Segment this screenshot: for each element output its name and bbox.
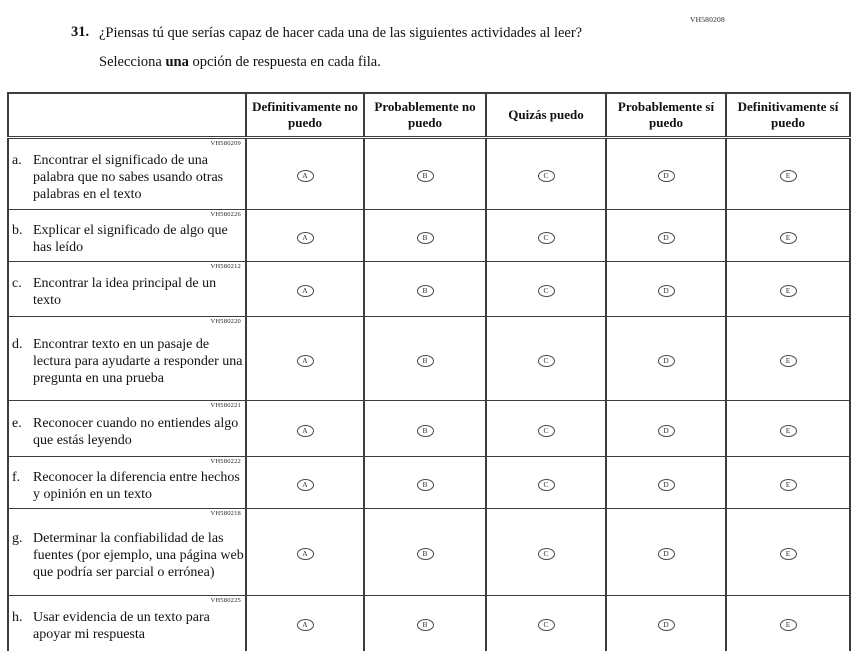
response-bubble-c[interactable]: C [538,170,555,182]
response-bubble-c[interactable]: C [538,479,555,491]
item-cell [8,509,246,596]
response-bubble-a[interactable]: A [297,170,314,182]
response-cell [364,210,486,262]
response-bubble-c[interactable]: C [538,285,555,297]
response-bubble-b[interactable]: B [417,170,434,182]
response-table [7,92,851,651]
response-cell [486,401,606,457]
response-cell [246,457,364,509]
response-bubble-b[interactable]: B [417,479,434,491]
response-cell [246,210,364,262]
response-bubble-d[interactable]: D [658,285,675,297]
response-cell [726,457,850,509]
response-bubble-a[interactable]: A [297,355,314,367]
response-cell [486,509,606,596]
instruction-prefix: Selecciona [99,54,166,70]
item-cell [8,401,246,457]
item-description: Encontrar texto en un pasaje de lectura para ayudarte a responder una pregunta en una prueba [33,337,243,386]
column-header-probably-not: Probablemente no puedo [364,93,486,138]
response-cell [246,317,364,401]
response-cell [726,401,850,457]
item-letter: b. [12,222,23,238]
item-description: Determinar la confiabilidad de las fuentes (por ejemplo, una página web que podría ser parcial o errónea) [33,530,244,580]
response-cell [606,317,726,401]
instruction-suffix: opción de respuesta en cada fila. [188,54,381,70]
response-bubble-c[interactable]: C [538,619,555,631]
header-row [8,93,850,138]
response-bubble-c[interactable]: C [538,355,555,367]
response-cell [246,262,364,317]
item-cell [8,457,246,509]
item-letter: g. [12,530,23,546]
response-cell [606,401,726,457]
item-description: Reconocer cuando no entiendes algo que estás leyendo [33,415,239,448]
response-cell [606,210,726,262]
response-cell [606,596,726,651]
question-text: ¿Piensas tú que serías capaz de hacer cada una de las siguientes actividades al leer? [99,25,583,41]
response-cell [726,596,850,651]
response-cell [364,457,486,509]
response-bubble-b[interactable]: B [417,232,434,244]
table-row-c [8,262,850,317]
item-code: VH580222 [210,458,241,465]
response-bubble-b[interactable]: B [417,285,434,297]
item-description: Encontrar el significado de una palabra que no sabes usando otras palabras en el texto [33,152,224,202]
item-cell [8,596,246,651]
item-letter: e. [12,415,22,431]
response-cell [606,457,726,509]
response-cell [726,138,850,210]
response-cell [606,509,726,596]
item-code: VH580220 [210,318,241,325]
response-bubble-a[interactable]: A [297,479,314,491]
item-description: Explicar el significado de algo que has leído [33,222,228,255]
response-cell [486,596,606,651]
response-cell [486,262,606,317]
response-bubble-d[interactable]: D [658,355,675,367]
response-cell [486,457,606,509]
response-bubble-e[interactable]: E [780,285,797,297]
response-bubble-d[interactable]: D [658,619,675,631]
item-letter: c. [12,276,22,291]
response-cell [486,138,606,210]
response-cell [246,138,364,210]
item-letter: f. [12,469,21,485]
response-bubble-e[interactable]: E [780,479,797,491]
response-bubble-d[interactable]: D [658,425,675,437]
response-cell [486,317,606,401]
response-cell [246,401,364,457]
table-row-e [8,401,850,457]
response-cell [364,262,486,317]
item-description: Reconocer la diferencia entre hechos y opinión en un texto [33,469,240,502]
item-letter: a. [12,152,22,168]
table-row-g [8,509,850,596]
response-cell [364,596,486,651]
table-row-b [8,210,850,262]
response-bubble-d[interactable]: D [658,479,675,491]
response-cell [364,138,486,210]
response-bubble-d[interactable]: D [658,548,675,560]
response-cell [246,596,364,651]
item-letter: h. [12,610,23,626]
item-code: VH580221 [210,402,241,409]
table-row-f [8,457,850,509]
item-cell [8,210,246,262]
response-bubble-e[interactable]: E [780,619,797,631]
item-description: Usar evidencia de un texto para apoyar mi respuesta [33,610,210,643]
instruction-bold: una [165,54,189,70]
response-bubble-d[interactable]: D [658,232,675,244]
table-row-a [8,138,850,210]
response-bubble-c[interactable]: C [538,548,555,560]
response-bubble-a[interactable]: A [297,619,314,631]
response-bubble-b[interactable]: B [417,548,434,560]
response-bubble-e[interactable]: E [780,425,797,437]
column-header-definitely-not: Definitivamente no puedo [246,93,364,138]
item-code: VH580218 [210,510,241,517]
item-code: VH580225 [210,597,241,604]
item-cell [8,138,246,210]
response-cell [726,210,850,262]
response-bubble-b[interactable]: B [417,619,434,631]
item-code: VH580209 [210,140,241,147]
response-cell [726,317,850,401]
response-cell [606,138,726,210]
table-row-h [8,596,850,651]
response-bubble-b[interactable]: B [417,355,434,367]
response-bubble-a[interactable]: A [297,285,314,297]
table-row-d [8,317,850,401]
question-block [71,24,853,71]
question-instruction [99,53,853,71]
question-number: 31. [71,24,90,40]
response-bubble-a[interactable]: A [297,548,314,560]
response-cell [364,317,486,401]
response-cell [726,262,850,317]
column-header-maybe: Quizás puedo [486,93,606,138]
corner-cell [8,93,246,138]
response-cell [364,509,486,596]
column-header-definitely-yes: Definitivamente sí puedo [726,93,850,138]
response-bubble-a[interactable]: A [297,232,314,244]
column-header-probably-yes: Probablemente sí puedo [606,93,726,138]
item-description: Encontrar la idea principal de un texto [33,276,217,308]
response-bubble-e[interactable]: E [780,548,797,560]
response-bubble-e[interactable]: E [780,355,797,367]
response-bubble-e[interactable]: E [780,232,797,244]
item-code: VH580212 [210,263,241,270]
item-cell [8,262,246,317]
form-code: VH580208 [690,15,725,24]
response-bubble-c[interactable]: C [538,425,555,437]
response-bubble-b[interactable]: B [417,425,434,437]
response-cell [364,401,486,457]
response-bubble-a[interactable]: A [297,425,314,437]
response-bubble-d[interactable]: D [658,170,675,182]
response-cell [486,210,606,262]
response-bubble-e[interactable]: E [780,170,797,182]
question-body [99,24,853,71]
response-cell [606,262,726,317]
item-cell [8,317,246,401]
response-cell [246,509,364,596]
response-bubble-c[interactable]: C [538,232,555,244]
item-code: VH580226 [210,211,241,218]
item-letter: d. [12,337,23,352]
response-cell [726,509,850,596]
